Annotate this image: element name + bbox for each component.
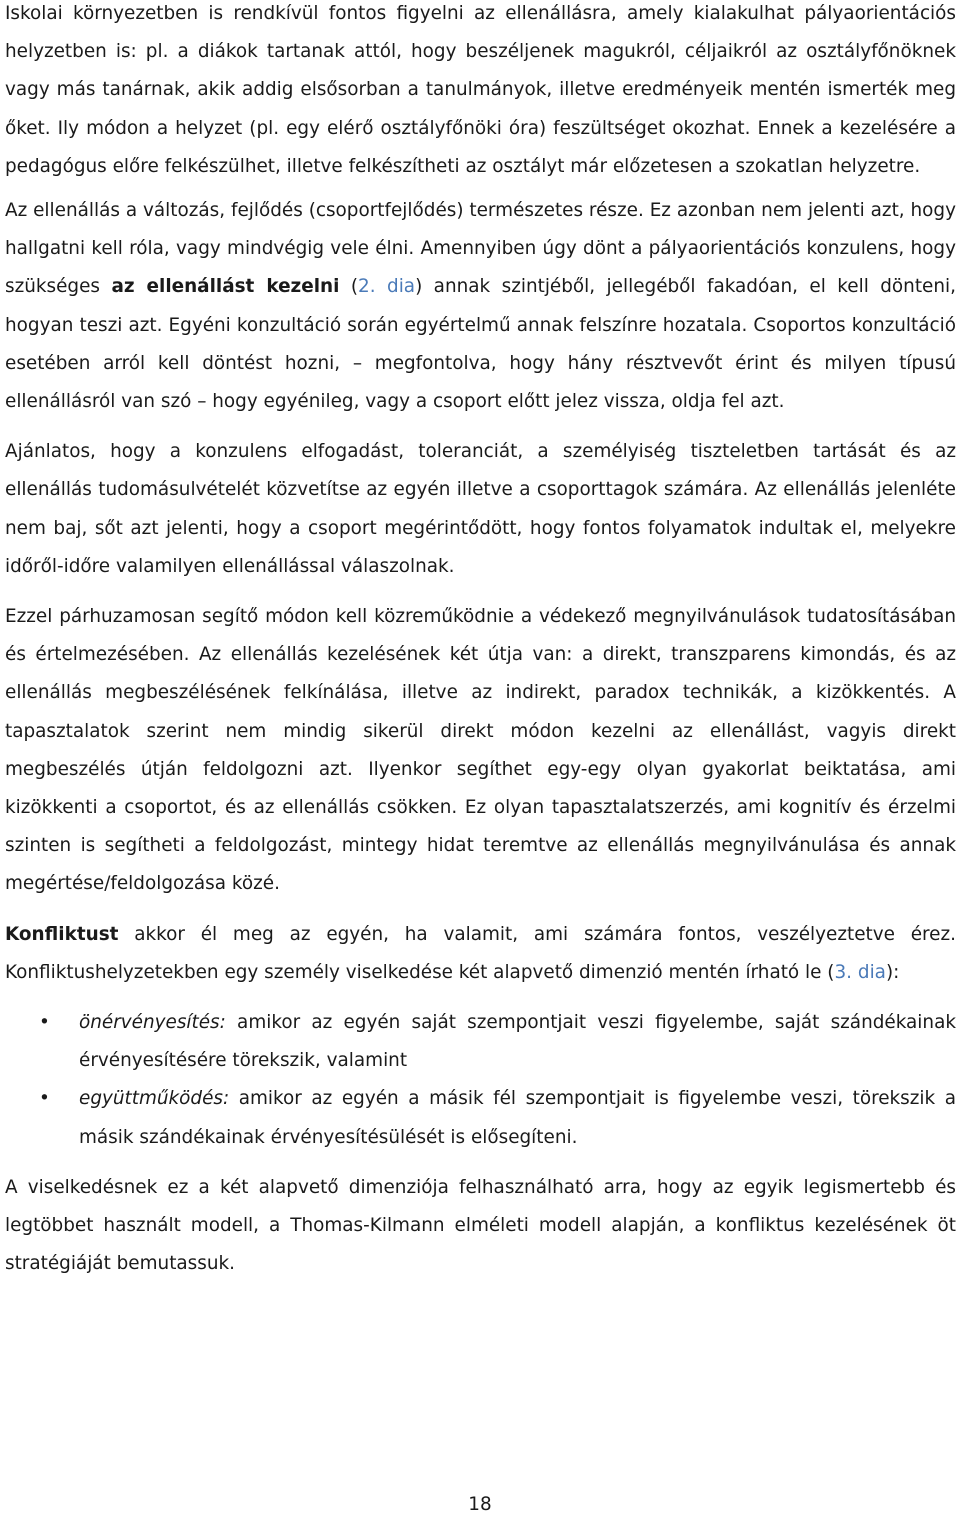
bold-term: Konfliktust [5, 923, 119, 945]
paragraph-text: Ajánlatos, hogy a konzulens elfogadást, toleranciát, a személyiség tiszteletben tartását és az ellenállás tudomásulvételét közvetítse az egyén illetve a csoporttagok számára. Az ellenállás jelenléte nem baj, sőt azt jelenti, hogy a csoport megérintődött, hogy fontos folyamatok indultak el, melyekre időről-időre valamilyen ellenállással válaszolnak. [5, 441, 956, 577]
paragraph-school-resistance [5, 0, 956, 186]
slide-reference-link[interactable]: 2. dia [358, 276, 416, 298]
paragraph-recommendation [5, 433, 956, 586]
dimension-list [5, 1004, 956, 1157]
slide-reference-link[interactable]: 3. dia [834, 961, 886, 983]
paragraph-text: Iskolai környezetben is rendkívül fontos figyelni az ellenállásra, amely kialakulhat pályaorientációs helyzetben is: pl. a diákok tartanak attól, hogy beszéljenek magukról, céljaikról az osztályfőnöknek vagy más tanárnak, akik addig elsősorban a tanulmányok, illetve eredményeik mentén ismerték meg őket. Ily módon a helyzet (pl. egy elérő osztályfőnöki óra) feszültséget okozhat. Ennek a kezelésére a pedagógus előre felkészülhet, illetve felkészítheti az osztályt már előzetesen a szokatlan helyzetre. [5, 3, 956, 177]
paragraph-thomas-kilmann [5, 1169, 956, 1284]
list-item [5, 1080, 956, 1156]
list-item-term: önérvényesítés: [79, 1012, 226, 1034]
paragraph-conflict-definition [5, 916, 956, 992]
paragraph-text: ): [885, 961, 900, 983]
paragraph-defense-awareness [5, 598, 956, 904]
bullet-icon: • [39, 1088, 50, 1110]
page-number: 18 [468, 1494, 492, 1515]
paragraph-text: ) annak szintjéből, jellegéből fakadóan, el kell dönteni, hogyan teszi azt. Egyéni konzultáció során egyértelmű annak felszínre hozatala. Csoportos konzultáció esetében arról kell döntést hozni, – megfontolva, hogy hány résztvevőt érint és milyen típusú ellenállásról van szó – hogy egyénileg, vagy a csoport előtt jelez vissza, oldja fel azt. [5, 276, 956, 413]
paragraph-resistance-change [5, 192, 956, 421]
list-item-term: együttműködés: [79, 1088, 230, 1110]
paragraph-text: akkor él meg az egyén, ha valamit, ami számára fontos, veszélyeztetve érez. Konfliktushelyzetekben egy személy viselkedése két alapvető dimenzió mentén írható le ( [5, 923, 956, 983]
bullet-icon: • [39, 1012, 50, 1034]
list-item [5, 1004, 956, 1080]
paragraph-text: A viselkedésnek ez a két alapvető dimenziója felhasználható arra, hogy az egyik legismertebb és legtöbbet használt modell, a Thomas-Kilmann elméleti modell alapján, a konfliktus kezelésének öt stratégiáját bemutassuk. [5, 1176, 956, 1275]
paragraph-text: Ezzel párhuzamosan segítő módon kell közreműködnie a védekező megnyilvánulások tudatosításában és értelmezésében. Az ellenállás kezelésének két útja van: a direkt, transzparens kimondás, és az ellenállás megbeszélésének felkínálása, illetve az indirekt, paradox technikák, a kizökkentés. A tapasztalatok szerint nem mindig sikerül direkt módon kezelni az ellenállást, vagyis direkt megbeszélés útján feldolgozni azt. Ilyenkor segíthet egy-egy olyan gyakorlat beiktatása, ami kizökkenti a csoportot, és az ellenállás csökken. Ez olyan tapasztalatszerzés, ami kognitív és érzelmi szinten is segítheti a feldolgozást, mintegy hidat teremtve az ellenállás megnyilvánulása és annak megértése/feldolgozása közé. [5, 606, 956, 895]
list-item-text: amikor az egyén a másik fél szempontjait is figyelembe veszi, törekszik a másik szándékainak érvényesítésülését is elősegíteni. [79, 1088, 956, 1148]
paragraph-text: Az ellenállás a változás, fejlődés (csoportfejlődés) természetes része. Ez azonban nem jelenti azt, hogy hallgatni kell róla, vagy mindvégig vele élni. Amennyiben úgy dönt a pályaorientációs konzulens, hogy szükséges [5, 200, 956, 298]
document-page [5, 0, 956, 1284]
paragraph-text: ( [339, 276, 359, 298]
list-item-text: amikor az egyén saját szempontjait veszi figyelembe, saját szándékainak érvényesítésére törekszik, valamint [79, 1012, 956, 1072]
bold-phrase: az ellenállást kezelni [111, 276, 340, 298]
